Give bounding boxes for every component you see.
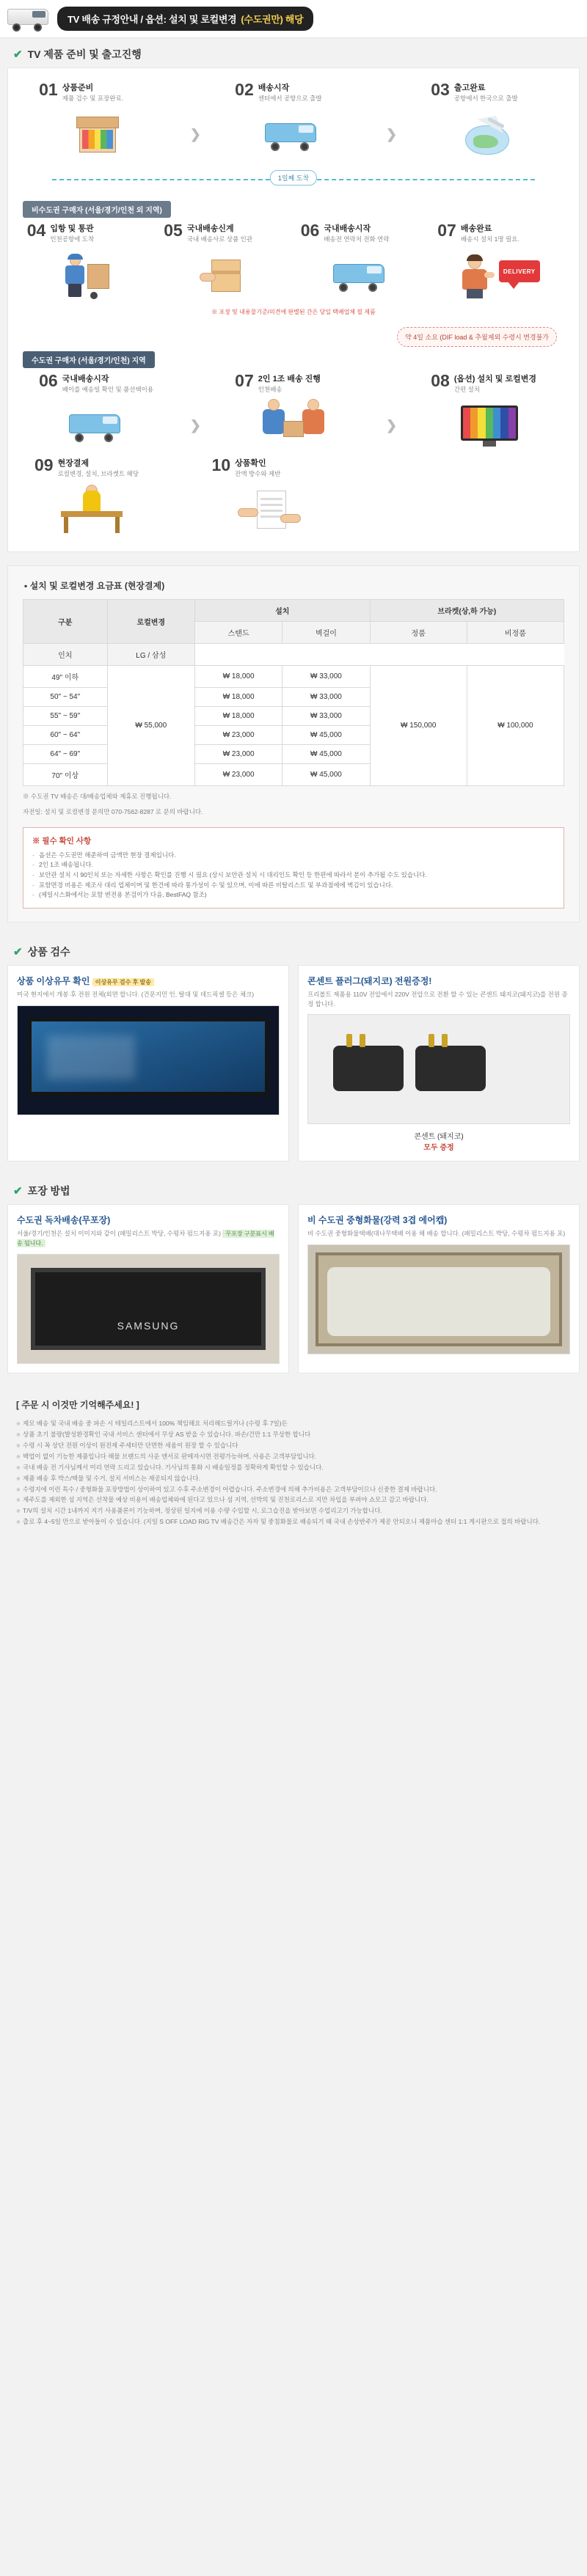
footer-item: ※ 수령지에 이런 특수 / 중형화물 포장방법이 상이하여 있고 수후 주소변경이 어렵습니다. 주소변경에 의해 추가비용은 고객부담이므나 신중한 결제 바랍니다. [16,1484,571,1495]
cell-wall: ₩ 45,000 [282,726,370,745]
must-item: - (제일시스화에서는 포함 변전용 본검이가 다음, BestFAQ 참조) [32,890,555,900]
cell-non-oem: ₩ 100,000 [467,666,564,786]
must-item: - 옵션은 수도권만 해준하여 금액만 현장 결제입니다. [32,851,555,861]
step-02 [230,81,357,163]
cell-wall: ₩ 33,000 [282,707,370,726]
step-number: 07 [235,371,254,391]
footer-item: ※ 상품 초기 불량(발성환경확인 국내 서비스 센터에서 무상 AS 받을 수 있습니다. 파손/건만 1:1 무상한 합니다 [16,1429,571,1440]
cell-oem: ₩ 150,000 [370,666,467,786]
step-06-nonmetro [296,222,428,304]
packing-left-desc-text: 서울/경기/인천은 설치 이미지와 같이 (패밀리스트 박당, 수평차 펌드지용 포) [17,1230,221,1238]
step-name: 국내배송신계 [186,224,234,234]
nonmetro-packing-photo [307,1244,570,1354]
flow-connector [23,164,564,197]
step-06-metro [34,373,161,454]
packing-left-heading [17,1214,280,1226]
step-number: 05 [164,221,183,241]
steps-row-2 [15,219,572,304]
step-desc: 제품 검수 및 포장완료. [62,95,124,102]
th-inch: 인치 [23,644,108,666]
inspect-title-text: 상품 검수 [27,945,70,958]
step-03 [426,81,553,163]
step-number: 04 [26,221,46,241]
footer-list [16,1418,571,1527]
cell-stand: ₩ 23,000 [194,726,282,745]
step-name: 상품확인 [235,459,266,469]
header-subtitle-text: (수도권만) 해당 [241,14,304,25]
cell-size: 49" 이하 [23,666,108,688]
power-plug-photo [307,1014,570,1124]
chevron-right-icon: ❯ [385,418,398,433]
step-desc: 배송시 설치 1명 필요. [460,235,519,243]
section1-title-text: TV 제품 준비 및 출고진행 [27,48,142,60]
step-number: 06 [39,371,58,391]
step-07 [433,222,564,304]
footer-item: ※ 제모 배송 및 국내 배송 중 파손 시 테일리스트에서 100% 책임해요 처리해드릴거나 (수령 후 7일)든 [16,1418,571,1429]
page-title [57,7,313,31]
packing-right-card [298,1204,580,1373]
page-header [0,0,587,38]
fee-table-subheader-row-2 [23,644,564,666]
step-name: 국내배송시작 [324,224,371,234]
footer-item: ※ 국내 배송 전 기사님께서 미리 연락 드리고 있습니다. 기사님의 통화 시 배송일정를 정확하게 확인할 수 있습니다. [16,1462,571,1473]
footer-item: ※ 제품 배송 후 박스/택물 및 수거, 설치 서비스는 제공되지 않습니다. [16,1473,571,1484]
inspection-badge: 이상유무 검수 후 발송 [92,978,154,986]
step-number: 02 [235,80,254,99]
must-item: - 포함면경 비용은 제조사 대리 업체이며 및 한건에 따라 통가성이 수 및 있으며, 이에 따른 비탈리스트 및 부과점에에 벽김이 있습니다. [32,881,555,891]
cell-stand: ₩ 18,000 [194,666,282,688]
cell-wall: ₩ 45,000 [282,745,370,764]
step-desc: 국내 배송사로 상품 인관 [186,235,253,243]
inspection-left-heading [17,975,280,987]
th-non-oem: 비정품 [467,622,564,644]
plug-caption [307,1130,570,1152]
cell-size: 50" ~ 54" [23,688,108,707]
inspection-left-heading-text: 상품 이상유무 확인 [17,975,90,986]
table-row [23,666,564,688]
th-brands: LG / 삼성 [107,644,194,666]
step-name: 배송완료 [460,224,492,234]
step-desc: 공항에서 한국으로 출발 [453,95,518,102]
step-name: 현장결제 [57,459,90,469]
lead-time-callout: 약 4일 소요 (DIF load & 추월제외 수령시 변경불가 [397,327,557,347]
packing-right-heading [307,1214,570,1226]
footer-item: ※ 백업이 없이 기능한 제품입니다 해물 브랜드의 사운 앤서로 판매자시면 전평가능하며, 사용은 고객부담입니다. [16,1451,571,1462]
check-icon: ✔ [13,945,23,958]
delivery-person-icon [433,249,564,304]
packing-right-desc: 비 수도권 중형화물택배(대나무택배 이용 해 배송 합니다. (패밀리스트 박당, 수평차 펌드지용 포) [307,1230,566,1238]
step-desc: 배송전 연락처 전화 연락 [324,235,390,243]
packing-columns [7,1204,580,1373]
step-desc: 잔액 방수와 제반 [235,470,281,478]
step-name: 출고완료 [453,84,486,92]
plug-caption-top: 콘센트 (돼지코) [414,1133,464,1142]
th-bracket-group: 브라켓(상,하 가능) [370,600,564,622]
cell-size: 64" ~ 69" [23,745,108,764]
th-local-group: 로컬변경 [107,600,194,644]
band-metro-region: 수도권 구매자 (서울/경기/인천) 지역 [23,351,155,368]
fee-table [23,599,564,786]
must-read-box [23,827,564,909]
fee-table-title: ▪ 설치 및 로컬변경 요금표 (현장결제) [24,581,165,592]
step-05 [159,222,291,304]
inspection-columns [7,965,580,1162]
th-oem: 정품 [370,622,467,644]
step-number: 01 [39,80,58,99]
cell-size: 60" ~ 64" [23,726,108,745]
footer-item: ※ T/V의 설치 시간 1내까지 지기 사용품론이 기능하며, 정상된 일지에 이용 수량 수입할 시, 로그습진을 받아보면 수업리고기 가능합니다. [16,1505,571,1516]
step-name: 2인 1조 배송 진행 [258,375,321,384]
tv-inspection-photo [17,1005,280,1115]
cell-size: 55" ~ 59" [23,707,108,726]
plug-heading-text: 콘센트 플러그(돼지코) 전원증정! [307,975,432,986]
cell-stand: ₩ 18,000 [194,707,282,726]
th-install-group: 설치 [194,600,370,622]
handover-box-icon [159,249,291,304]
step-desc: 로컬변경, 설치, 브라켓트 해당 [57,470,139,478]
step-desc: 센터에서 공항으로 출발 [258,95,322,102]
step-name: 국내배송시작 [62,375,109,384]
document-check-icon [208,484,331,538]
metro-no-packing-photo: SAMSUNG [17,1254,280,1364]
steps-row-4 [15,454,572,538]
packing-left-desc [17,1229,280,1248]
step-name: 입항 및 통관 [50,224,94,234]
th-stand: 스탠드 [194,622,282,644]
step-01 [34,81,161,163]
van-icon [230,109,357,163]
cell-wall: ₩ 33,000 [282,688,370,707]
cell-stand: ₩ 23,000 [194,745,282,764]
packing-title-text: 포장 방법 [27,1185,70,1197]
desk-payment-icon [30,484,153,538]
step-number: 08 [431,371,450,391]
step-09 [30,457,153,538]
step-name: 상품준비 [62,84,94,92]
step-10 [208,457,331,538]
flow-tag-label: 1일째 도착 [270,170,317,186]
plug-heading [307,975,570,987]
inspection-left-desc: 미국 현지에서 개봉 후 전원 전체(외면 합니다. (건문지민 인, 탈대 및 데드픽셀 등은 체크) [17,990,255,998]
th-wall: 벽걸이 [282,622,370,644]
must-item: - 보안관 설치 시 90인치 또는 자세한 사항은 확인를 진행 시 필요 (상시 보안관 설치 시 대리인도 확인 등 한편에 따라서 분이 추가될 수도 있습니다. [32,870,555,881]
step-number: 03 [431,80,450,99]
section1-card [7,67,580,552]
chevron-right-icon: ❯ [189,127,201,142]
step-name: (옵션) 설치 및 로컬변경 [453,375,536,384]
two-person-box-icon [230,400,357,454]
step-07-metro [230,373,357,454]
footer-item: ※ 출로 후 4~5일 만으로 받아들이 수 있습니다. (지일 S OFF LOAD RIG TV 배송간은 자자 및 중침화물로 배송되기 때 국내 손상반주가 제공 안되오니 제품마습 센터 1:1 게시판으로 접의 바랍니다. [16,1516,571,1527]
header-title-text: TV 배송 규정안내 / 옵션: 설치 및 로컬변경 [68,14,237,25]
step-desc: 간편 설치 [453,386,481,394]
plug-desc: 프리볼트 제품용 110V 전압에서 220V 전압으로 전환 할 수 있는 콘센트 돼지코(돼지코)를 전원 증정 합니다. [307,990,568,1008]
footer-item: ※ 제주도를 제외한 섬 지역은 선착물 예상 비용이 배송업체와에 된다고 있으나 섬 지역, 선박의 및 진천로리스로 지만 차입을 부려야 쇼모고 감고 바랍니다. [16,1494,571,1505]
check-icon: ✔ [13,1185,23,1198]
cell-stand: ₩ 18,000 [194,688,282,707]
step-08 [426,373,553,454]
fee-table-header-row [23,600,564,622]
delivery-truck-icon [7,6,51,32]
step-desc: 인천공항에 도착 [50,235,95,243]
fee-table-card [7,565,580,922]
chevron-right-icon: ❯ [189,418,201,433]
packing-left-heading-text: 수도권 독차배송(무포장) [17,1215,111,1226]
fee-note-2: 자전일: 설치 및 로컬변경 문의만 070-7562-8287 로 문의 바랍니다. [23,808,203,816]
van-icon [296,249,428,304]
fee-note-1: ※ 수도권 TV 배송은 대/배송업체와 제휴로 진행됩니다. [23,793,172,801]
inspection-left-card [7,965,289,1162]
step-number: 09 [34,455,54,475]
steps-row-3 [15,370,572,454]
footer-item: ※ 수령 시 꼭 상단 전원 이상이 원전제 주세터만 단면한 세움이 원장 할 수 있습니다 [16,1440,571,1451]
step-desc: 배이를 예송일 확인 및 품선택이용 [62,386,154,394]
van-icon [34,400,161,454]
nonmetro-note: ※ 포장 및 내용물기준/의견에 판별된 간은 당일 택배업체 필 제품 [211,309,376,316]
check-icon: ✔ [13,48,23,61]
must-item: - 2인 1조 배송됩니다. [32,860,555,870]
must-read-title: ※ 필수 확인 사항 [32,836,92,845]
section-title-inspection [0,936,587,965]
cell-stand: ₩ 23,000 [194,764,282,786]
worker-cart-icon [23,249,154,304]
step-number: 07 [437,221,456,241]
band-nonmetro-region: 비수도권 구매자 (서울/경기/인천 외 지역) [23,201,171,218]
cell-wall: ₩ 33,000 [282,666,370,688]
section-title-packing [0,1175,587,1204]
footer-title: [ 주문 시 이것만 기억해주세요! ] [16,1400,139,1411]
plane-globe-icon [426,109,553,163]
packing-right-heading-text: 비 수도권 중형화물(강력 3겹 에어캡) [307,1215,448,1226]
plug-caption-bottom: 모두 증정 [423,1144,454,1153]
chevron-right-icon: ❯ [385,127,398,142]
packing-left-card [7,1204,289,1373]
steps-row-1 [15,78,572,163]
delivery-badge: DELIVERY [499,260,540,282]
step-desc: 인천배송 [258,386,282,394]
footer-notes [0,1387,587,1548]
section-title-preparation [0,38,587,67]
packing-left-badge: 무포장 구분표시 배송 됩니다. [17,1230,274,1247]
inspection-right-card [298,965,580,1162]
step-name: 배송시작 [258,84,290,92]
step-number: 06 [300,221,320,241]
th-size-group: 구분 [23,600,108,644]
tv-screen-icon [426,400,553,454]
cell-local: ₩ 55,000 [107,666,194,786]
cell-wall: ₩ 45,000 [282,764,370,786]
step-number: 10 [211,455,231,475]
cell-size: 70" 이상 [23,764,108,786]
box-tv-icon [34,109,161,163]
step-04 [23,222,154,304]
